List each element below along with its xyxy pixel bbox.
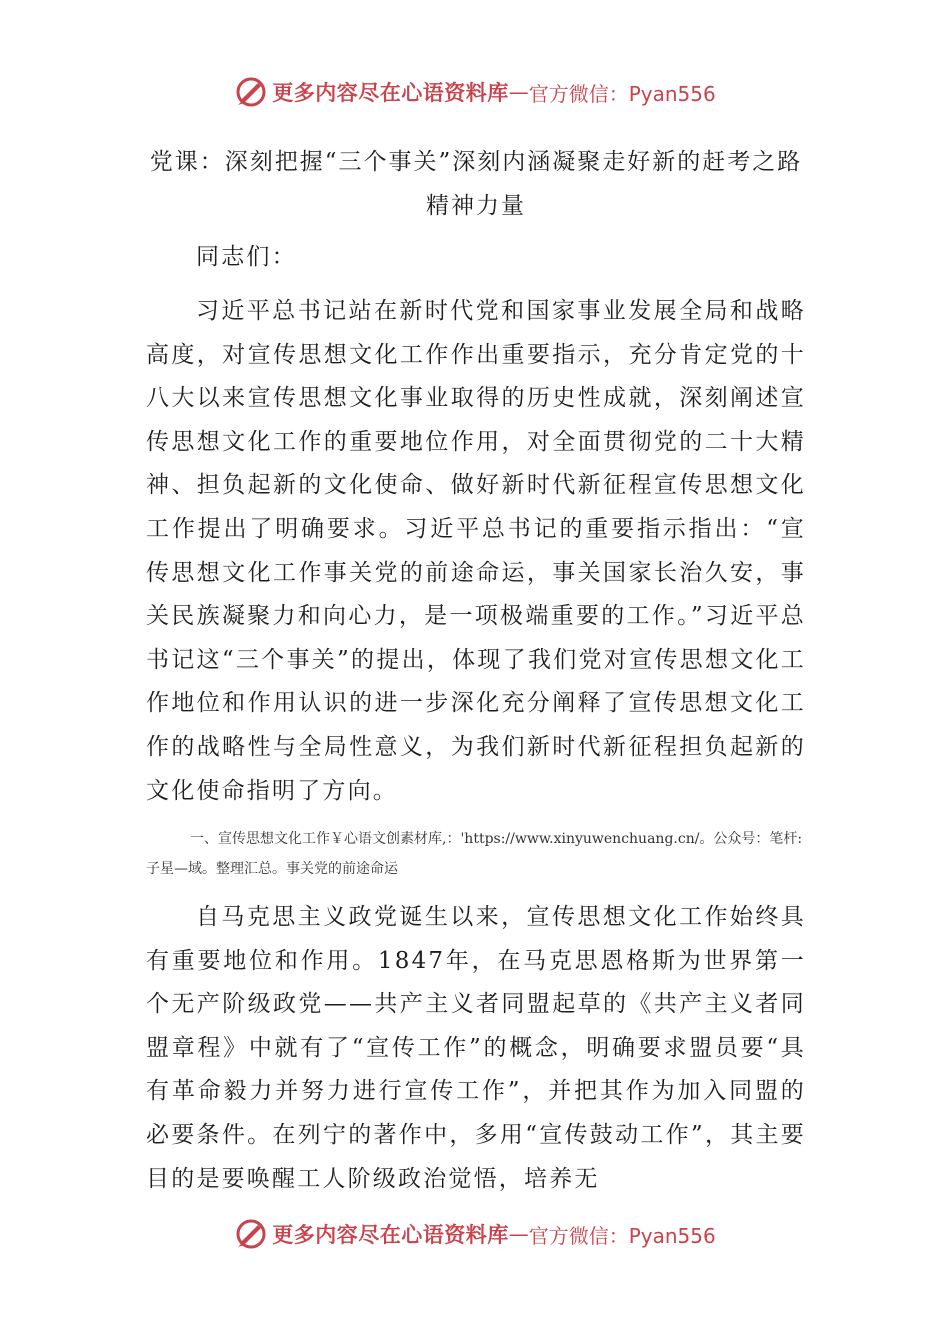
document-title: 党课：深刻把握“三个事关”深刻内涵凝聚走好新的赶考之路精神力量 — [149, 149, 803, 219]
footer-banner-dash: — — [508, 1222, 529, 1246]
footer-banner-main-text: 更多内容尽在心语资料库 — [272, 1222, 509, 1247]
banner-wechat-text: 官方微信：Pyan556 — [528, 81, 716, 106]
pen-circle-logo-icon — [234, 75, 268, 109]
paragraph-1: 习近平总书记站在新时代党和国家事业发展全局和战略高度，对宣传思想文化工作作出重要指示，充分肯定党的十八大以来宣传思想文化事业取得的历史性成就，深刻阐述宣传思想文化工作的重要地位作用，对全面贯彻党的二十大精神、担负起新的文化使命、做好新时代新征程宣传思想文化工作提出了明确要求。习近平总书记的重要指示指出：“宣传思想文化工作事关党的前途命运，事关国家长治久安，事关民族凝聚力和向心力，是一项极端重要的工作。”习近平总书记这“三个事关”的提出，体现了我们党对宣传思想文化工作地位和作用认识的进一步深化充分阐释了宣传思想文化工作的战略性与全局性意义，为我们新时代新征程担负起新的文化使命指明了方向。 — [146, 298, 806, 804]
section-note-text: 一、宣传思想文化工作￥心语文创素材库,：'https://www.xinyuwenchuang.cn/。公众号：笔杆:子星—域。整理汇总。事关党的前途命运 — [146, 831, 803, 877]
salutation: 同志们： — [196, 244, 297, 270]
footer-banner-content — [234, 1217, 716, 1251]
section-note — [146, 824, 806, 884]
paragraph-2: 自马克思主义政党诞生以来，宣传思想文化工作始终具有重要地位和作用。1847年，在马克思恩格斯为世界第一个无产阶级政党——共产主义者同盟起草的《共产主义者同盟章程》中就有了“宣传工作”的概念，明确要求盟员要“具有革命毅力并努力进行宣传工作”，并把其作为加入同盟的必要条件。在列宁的著作中，多用“宣传鼓动工作”，其主要目的是要唤醒工人阶级政治觉悟，培养无 — [146, 904, 806, 1192]
footer-banner-wechat-text: 官方微信：Pyan556 — [528, 1223, 716, 1248]
header-banner-content — [234, 75, 716, 109]
pen-circle-logo-icon — [234, 1217, 268, 1251]
header-banner — [0, 70, 950, 114]
banner-main-text: 更多内容尽在心语资料库 — [272, 80, 509, 105]
footer-banner — [0, 1212, 950, 1256]
banner-dash: — — [508, 80, 529, 104]
